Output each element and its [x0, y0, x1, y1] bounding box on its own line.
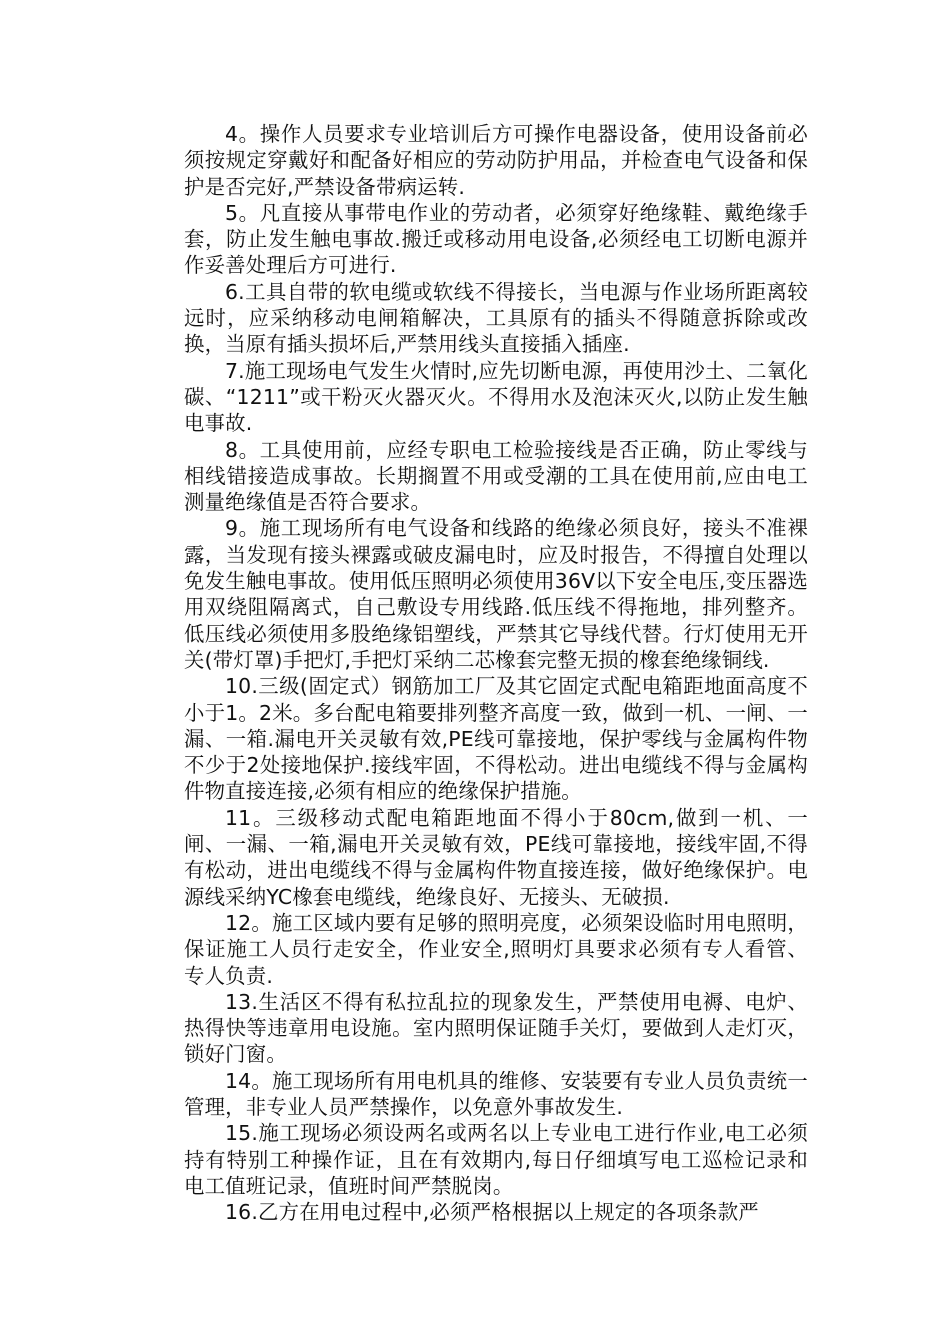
paragraph-item-6: 6.工具自带的软电缆或软线不得接长，当电源与作业场所距离较远时，应采纳移动电闸箱解决，工具原有的插头不得随意拆除或改换，当原有插头损坏后,严禁用线头直接插入插座.: [184, 279, 808, 357]
paragraph-item-9: 9。施工现场所有电气设备和线路的绝缘必须良好，接头不准裸露，当发现有接头裸露或破皮漏电时，应及时报告，不得擅自处理以免发生触电事故。使用低压照明必须使用36V以下安全电压,变压器选用双绕阻隔离式，自己敷设专用线路.低压线不得拖地，排列整齐。低压线必须使用多股绝缘铝塑线，严禁其它导线代替。行灯使用无开关(带灯罩)手把灯,手把灯采纳二芯橡套完整无损的橡套绝缘铜线.: [184, 516, 808, 672]
paragraph-item-10: 10.三级(固定式）钢筋加工厂及其它固定式配电箱距地面高度不小于1。2米。多台配电箱要排列整齐高度一致，做到一机、一闸、一漏、一箱.漏电开关灵敏有效,PE线可靠接地，保护零线与金属构件物不少于2处接地保护.接线牢固，不得松动。进出电缆线不得与金属构件物直接连接,必须有相应的绝缘保护措施。: [184, 674, 808, 804]
paragraph-item-13: 13.生活区不得有私拉乱拉的现象发生，严禁使用电褥、电炉、热得快等违章用电设施。室内照明保证随手关灯，要做到人走灯灭，锁好门窗。: [184, 989, 808, 1067]
paragraph-item-5: 5。凡直接从事带电作业的劳动者，必须穿好绝缘鞋、戴绝缘手套，防止发生触电事故.搬迁或移动用电设备,必须经电工切断电源并作妥善处理后方可进行.: [184, 200, 808, 278]
document-body: [184, 121, 808, 1225]
paragraph-item-7: 7.施工现场电气发生火情时,应先切断电源，再使用沙土、二氧化碳、“1211”或干粉灭火器灭火。不得用水及泡沫灭火,以防止发生触电事故.: [184, 358, 808, 436]
paragraph-item-4: 4。操作人员要求专业培训后方可操作电器设备，使用设备前必须按规定穿戴好和配备好相应的劳动防护用品，并检查电气设备和保护是否完好,严禁设备带病运转.: [184, 122, 808, 199]
paragraph-item-16: 16.乙方在用电过程中,必须严格根据以上规定的各项条款严: [225, 1200, 759, 1225]
paragraph-item-8: 8。工具使用前，应经专职电工检验接线是否正确，防止零线与相线错接造成事故。长期搁置不用或受潮的工具在使用前,应由电工测量绝缘值是否符合要求。: [184, 437, 808, 515]
paragraph-item-15: 15.施工现场必须设两名或两名以上专业电工进行作业,电工必须持有特别工种操作证，且在有效期内,每日仔细填写电工巡检记录和电工值班记录，值班时间严禁脱岗。: [184, 1121, 808, 1198]
paragraph-item-11: 11。三级移动式配电箱距地面不得小于80cm,做到一机、一闸、一漏、一箱,漏电开关灵敏有效，PE线可靠接地，接线牢固,不得有松动，进出电缆线不得与金属构件物直接连接，做好绝缘保护。电源线采纳YC橡套电缆线，绝缘良好、无接头、无破损.: [184, 805, 808, 909]
paragraph-item-12: 12。施工区域内要有足够的照明亮度，必须架设临时用电照明，保证施工人员行走安全，作业安全,照明灯具要求必须有专人看管、专人负责.: [184, 910, 808, 988]
paragraph-item-14: 14。施工现场所有用电机具的维修、安装要有专业人员负责统一管理，非专业人员严禁操作，以免意外事故发生.: [184, 1068, 808, 1119]
